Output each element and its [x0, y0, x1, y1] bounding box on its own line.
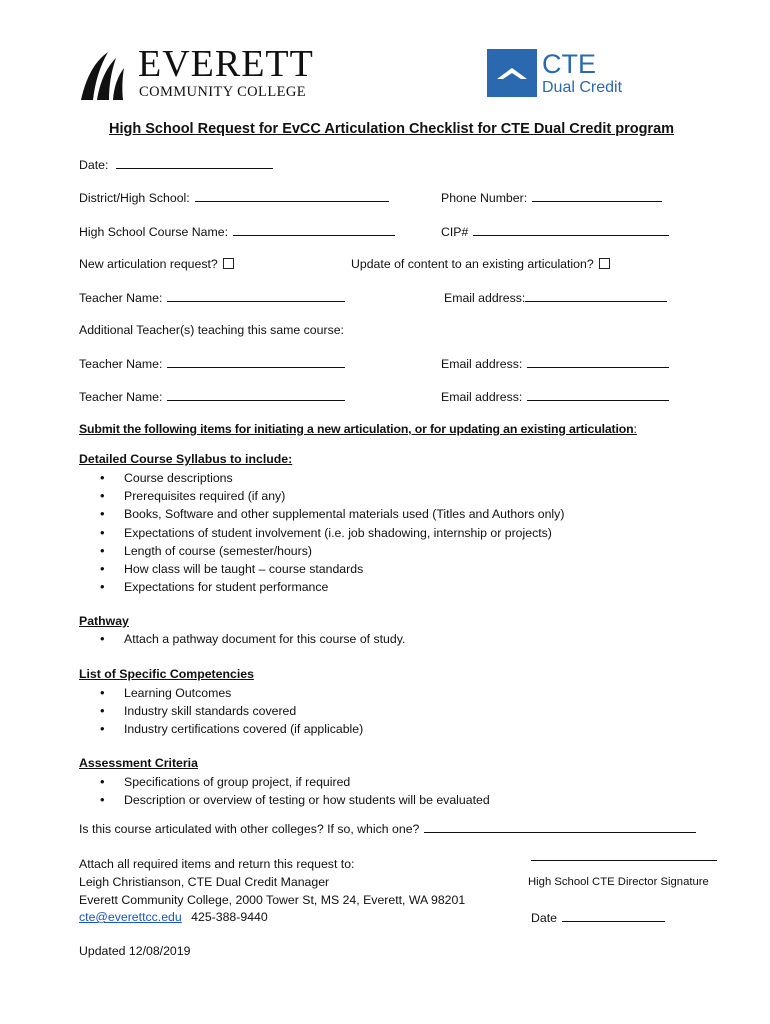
update-content-field[interactable]	[351, 257, 610, 271]
cte-logo-box	[487, 49, 537, 97]
email-field-3[interactable]	[441, 389, 669, 404]
list-item: • Industry certifications covered (if applicable)	[79, 720, 363, 738]
contact-phone: 425-388-9440	[191, 910, 268, 924]
email-blank[interactable]	[525, 290, 667, 302]
list-item: • Length of course (semester/hours)	[79, 542, 564, 560]
submit-heading-colon: :	[633, 422, 637, 436]
district-label: District/High School:	[79, 191, 190, 205]
evcc-logo-line1: EVERETT	[138, 43, 314, 85]
email-field[interactable]	[444, 290, 667, 305]
teacher-name-label: Teacher Name:	[79, 291, 163, 305]
cip-field[interactable]	[441, 224, 669, 239]
date-label: Date:	[79, 158, 109, 172]
signature-date-blank[interactable]	[562, 910, 665, 922]
pathway-heading: Pathway	[79, 614, 129, 628]
evcc-logo-line2: COMMUNITY COLLEGE	[139, 84, 306, 100]
phone-blank[interactable]	[532, 190, 662, 202]
additional-teachers-label: Additional Teacher(s) teaching this same course:	[79, 323, 344, 337]
teacher-name-blank-2[interactable]	[167, 356, 345, 368]
evcc-logo-mark-icon	[78, 48, 134, 102]
signature-label: High School CTE Director Signature	[528, 876, 709, 888]
list-item: • Industry skill standards covered	[79, 702, 363, 720]
return-line1: Attach all required items and return this request to:	[79, 857, 355, 871]
update-content-checkbox[interactable]	[599, 258, 610, 269]
phone-field[interactable]	[441, 190, 662, 205]
submit-heading-text: Submit the following items for initiating a new articulation, or for updating an existing articulation	[79, 422, 634, 436]
teacher-name-field-3[interactable]	[79, 389, 345, 404]
cip-label: CIP#	[441, 225, 469, 239]
cte-logo	[487, 49, 657, 99]
date-field[interactable]	[79, 157, 273, 172]
teacher-name-field[interactable]	[79, 290, 345, 305]
competencies-heading: List of Specific Competencies	[79, 667, 254, 681]
email-label-3: Email address:	[441, 390, 523, 404]
course-name-field[interactable]	[79, 224, 395, 239]
district-field[interactable]	[79, 190, 389, 205]
other-colleges-field[interactable]	[79, 821, 696, 836]
return-contact	[79, 910, 268, 924]
cte-logo-line1: CTE	[542, 49, 596, 79]
submit-heading	[79, 422, 637, 436]
contact-email-link[interactable]: cte@everettcc.edu	[79, 910, 182, 924]
list-item: • Specifications of group project, if required	[79, 773, 490, 791]
list-item: • Expectations for student performance	[79, 578, 564, 596]
email-label-2: Email address:	[441, 357, 523, 371]
cip-blank[interactable]	[473, 224, 669, 236]
course-name-blank[interactable]	[233, 224, 395, 236]
updated-date: Updated 12/08/2019	[79, 944, 191, 958]
email-label: Email address:	[444, 291, 526, 305]
new-articulation-field[interactable]	[79, 257, 234, 271]
email-blank-3[interactable]	[527, 389, 669, 401]
list-item: • Prerequisites required (if any)	[79, 487, 564, 505]
syllabus-list	[79, 469, 564, 596]
cte-arrow-icon	[487, 49, 537, 97]
list-item: • How class will be taught – course standards	[79, 560, 564, 578]
signature-date-label: Date	[531, 911, 557, 925]
email-field-2[interactable]	[441, 356, 669, 371]
list-item: • Description or overview of testing or how students will be evaluated	[79, 791, 490, 809]
list-item: • Course descriptions	[79, 469, 564, 487]
list-item: • Books, Software and other supplemental materials used (Titles and Authors only)	[79, 505, 564, 523]
teacher-name-blank[interactable]	[167, 290, 345, 302]
assessment-heading: Assessment Criteria	[79, 756, 198, 770]
cte-logo-line2: Dual Credit	[542, 79, 623, 96]
teacher-name-label-2: Teacher Name:	[79, 357, 163, 371]
phone-label: Phone Number:	[441, 191, 528, 205]
district-blank[interactable]	[195, 190, 389, 202]
page-title: High School Request for EvCC Articulation Checklist for CTE Dual Credit program	[109, 121, 675, 137]
date-blank[interactable]	[116, 157, 273, 169]
syllabus-heading: Detailed Course Syllabus to include:	[79, 452, 293, 466]
new-articulation-checkbox[interactable]	[223, 258, 234, 269]
signature-date-field[interactable]	[531, 910, 665, 925]
competencies-list	[79, 684, 363, 739]
return-line3: Everett Community College, 2000 Tower St, MS 24, Everett, WA 98201	[79, 893, 466, 907]
assessment-list	[79, 773, 490, 809]
new-articulation-label: New articulation request?	[79, 257, 218, 271]
list-item: • Attach a pathway document for this course of study.	[79, 630, 405, 648]
list-item: • Learning Outcomes	[79, 684, 363, 702]
evcc-logo	[78, 43, 328, 104]
list-item: • Expectations of student involvement (i.e. job shadowing, internship or projects)	[79, 524, 564, 542]
other-colleges-label: Is this course articulated with other colleges? If so, which one?	[79, 822, 420, 836]
update-content-label: Update of content to an existing articulation?	[351, 257, 594, 271]
other-colleges-blank[interactable]	[424, 821, 696, 833]
teacher-name-blank-3[interactable]	[167, 389, 345, 401]
teacher-name-label-3: Teacher Name:	[79, 390, 163, 404]
email-blank-2[interactable]	[527, 356, 669, 368]
teacher-name-field-2[interactable]	[79, 356, 345, 371]
signature-line[interactable]	[531, 860, 717, 861]
return-line2: Leigh Christianson, CTE Dual Credit Manager	[79, 875, 330, 889]
pathway-list	[79, 630, 405, 648]
course-name-label: High School Course Name:	[79, 225, 228, 239]
